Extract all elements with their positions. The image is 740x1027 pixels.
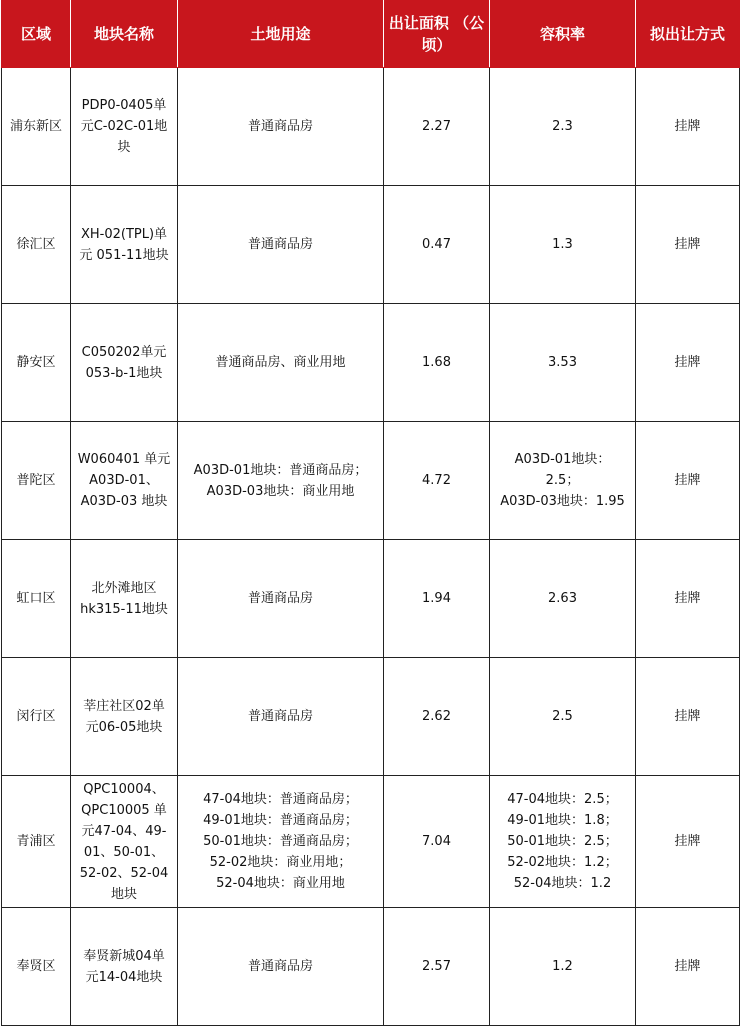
cell-transfer-method: 挂牌 [636, 540, 740, 658]
header-district: 区域 [2, 1, 71, 68]
cell-parcel-name-line: hk315-11地块 [80, 601, 168, 617]
cell-transfer-method: 挂牌 [636, 908, 740, 1026]
cell-land-use-line: 52-04地块：商业用地 [216, 876, 345, 891]
cell-parcel-name-line: 元06-05地块 [85, 719, 163, 735]
cell-land-use [178, 186, 384, 304]
cell-transfer-method: 挂牌 [636, 658, 740, 776]
cell-parcel-name-line: A03D-01、 [89, 473, 159, 488]
cell-plot-ratio [490, 776, 636, 908]
cell-plot-ratio [490, 186, 636, 304]
cell-land-use [178, 304, 384, 422]
cell-area: 4.72 [384, 422, 490, 540]
cell-parcel-name [71, 776, 178, 908]
cell-land-use-line: 普通商品房、商业用地 [215, 355, 346, 370]
table-row [2, 186, 740, 304]
cell-parcel-name-line: 块 [117, 140, 131, 155]
cell-land-use-line: 普通商品房 [247, 119, 313, 134]
cell-area: 2.62 [384, 658, 490, 776]
cell-parcel-name-line: 元47-04、49- [81, 823, 167, 839]
table-row [2, 304, 740, 422]
cell-land-use-line: 52-02地块：商业用地； [209, 855, 352, 870]
header-area-unit: （公顷） [421, 14, 485, 54]
cell-transfer-method: 挂牌 [636, 68, 740, 186]
cell-land-use-line: 普通商品房 [247, 591, 313, 606]
cell-transfer-method: 挂牌 [636, 304, 740, 422]
cell-transfer-method: 挂牌 [636, 422, 740, 540]
cell-land-use [178, 540, 384, 658]
cell-land-use [178, 776, 384, 908]
table-row [2, 658, 740, 776]
header-parcel-name: 地块名称 [71, 1, 178, 68]
cell-land-use-line: 普通商品房 [247, 709, 313, 724]
cell-parcel-name [71, 186, 178, 304]
cell-plot-ratio [490, 658, 636, 776]
cell-parcel-name-line: 元 051-11地块 [79, 247, 169, 263]
table-row [2, 422, 740, 540]
cell-plot-ratio-line: 1.2 [552, 959, 573, 974]
cell-land-use-line: A03D-03地块：商业用地 [206, 483, 355, 499]
cell-plot-ratio [490, 304, 636, 422]
cell-land-use-line: 普通商品房 [247, 959, 313, 974]
cell-land-use-line: A03D-01地块：普通商品房； [193, 462, 368, 478]
cell-plot-ratio [490, 908, 636, 1026]
cell-plot-ratio-line: 47-04地块：2.5； [507, 792, 618, 807]
cell-parcel-name [71, 422, 178, 540]
cell-parcel-name-line: PDP0-0405单 [81, 98, 167, 113]
cell-area: 7.04 [384, 776, 490, 908]
header-area [384, 1, 490, 68]
cell-plot-ratio-line: 3.53 [548, 355, 577, 370]
cell-parcel-name-line: 01、50-01、 [83, 844, 165, 860]
cell-plot-ratio [490, 68, 636, 186]
cell-parcel-name-line: 地块 [110, 886, 137, 902]
table-row [2, 540, 740, 658]
cell-district: 浦东新区 [2, 68, 71, 186]
table-row [2, 908, 740, 1026]
cell-land-use-line: 47-04地块：普通商品房； [203, 792, 358, 807]
cell-parcel-name [71, 304, 178, 422]
header-land-use: 土地用途 [178, 1, 384, 68]
cell-plot-ratio-line: 52-04地块：1.2 [513, 876, 612, 891]
cell-parcel-name [71, 540, 178, 658]
cell-parcel-name [71, 658, 178, 776]
cell-plot-ratio-line: 52-02地块：1.2； [507, 855, 618, 870]
cell-parcel-name-line: XH-02(TPL)单 [80, 226, 168, 242]
cell-district: 徐汇区 [2, 186, 71, 304]
cell-plot-ratio-line: 2.63 [548, 591, 577, 606]
cell-parcel-name-line: 北外滩地区 [91, 580, 157, 596]
cell-district: 虹口区 [2, 540, 71, 658]
cell-parcel-name-line: 52-02、52-04 [79, 865, 169, 881]
cell-parcel-name-line: 元C-02C-01地 [80, 119, 168, 134]
cell-area: 1.68 [384, 304, 490, 422]
cell-parcel-name-line: 元14-04地块 [85, 969, 163, 985]
cell-parcel-name-line: C050202单元 [81, 344, 167, 360]
cell-transfer-method: 挂牌 [636, 776, 740, 908]
table-row [2, 776, 740, 908]
land-parcel-table [1, 0, 740, 1026]
header-area-line: 出让面积 [388, 14, 449, 32]
cell-district: 青浦区 [2, 776, 71, 908]
cell-parcel-name-line: 莘庄社区02单 [83, 698, 165, 714]
cell-plot-ratio-line: 2.3 [552, 119, 573, 134]
cell-area: 1.94 [384, 540, 490, 658]
cell-plot-ratio-line: A03D-01地块： [514, 452, 611, 467]
cell-district: 闵行区 [2, 658, 71, 776]
cell-parcel-name-line: QPC10004、 [83, 781, 165, 797]
cell-plot-ratio [490, 540, 636, 658]
cell-parcel-name [71, 68, 178, 186]
cell-area: 2.57 [384, 908, 490, 1026]
cell-transfer-method: 挂牌 [636, 186, 740, 304]
cell-land-use [178, 908, 384, 1026]
cell-district: 静安区 [2, 304, 71, 422]
cell-land-use-line: 50-01地块：普通商品房； [203, 834, 358, 849]
cell-land-use [178, 68, 384, 186]
cell-area: 0.47 [384, 186, 490, 304]
cell-plot-ratio-line: 2.5； [545, 473, 580, 488]
cell-land-use-line: 49-01地块：普通商品房； [203, 813, 358, 828]
cell-parcel-name-line: W060401 单元 [77, 452, 171, 467]
cell-parcel-name-line: 053-b-1地块 [85, 365, 163, 381]
cell-plot-ratio [490, 422, 636, 540]
cell-plot-ratio-line: 50-01地块：2.5； [507, 834, 618, 849]
header-transfer-method: 拟出让方式 [636, 1, 740, 68]
header-row [2, 1, 740, 68]
header-plot-ratio: 容积率 [490, 1, 636, 68]
cell-land-use-line: 普通商品房 [247, 237, 313, 252]
cell-parcel-name-line: QPC10005 单 [81, 802, 167, 818]
cell-plot-ratio-line: A03D-03地块：1.95 [500, 494, 625, 509]
table-row [2, 68, 740, 186]
cell-parcel-name-line: 奉贤新城04单 [83, 948, 165, 964]
cell-plot-ratio-line: 1.3 [552, 237, 573, 252]
cell-land-use [178, 422, 384, 540]
cell-land-use [178, 658, 384, 776]
cell-plot-ratio-line: 49-01地块：1.8； [507, 813, 618, 828]
cell-parcel-name-line: A03D-03 地块 [80, 494, 168, 509]
cell-parcel-name [71, 908, 178, 1026]
cell-plot-ratio-line: 2.5 [552, 709, 573, 724]
cell-district: 奉贤区 [2, 908, 71, 1026]
cell-area: 2.27 [384, 68, 490, 186]
cell-district: 普陀区 [2, 422, 71, 540]
